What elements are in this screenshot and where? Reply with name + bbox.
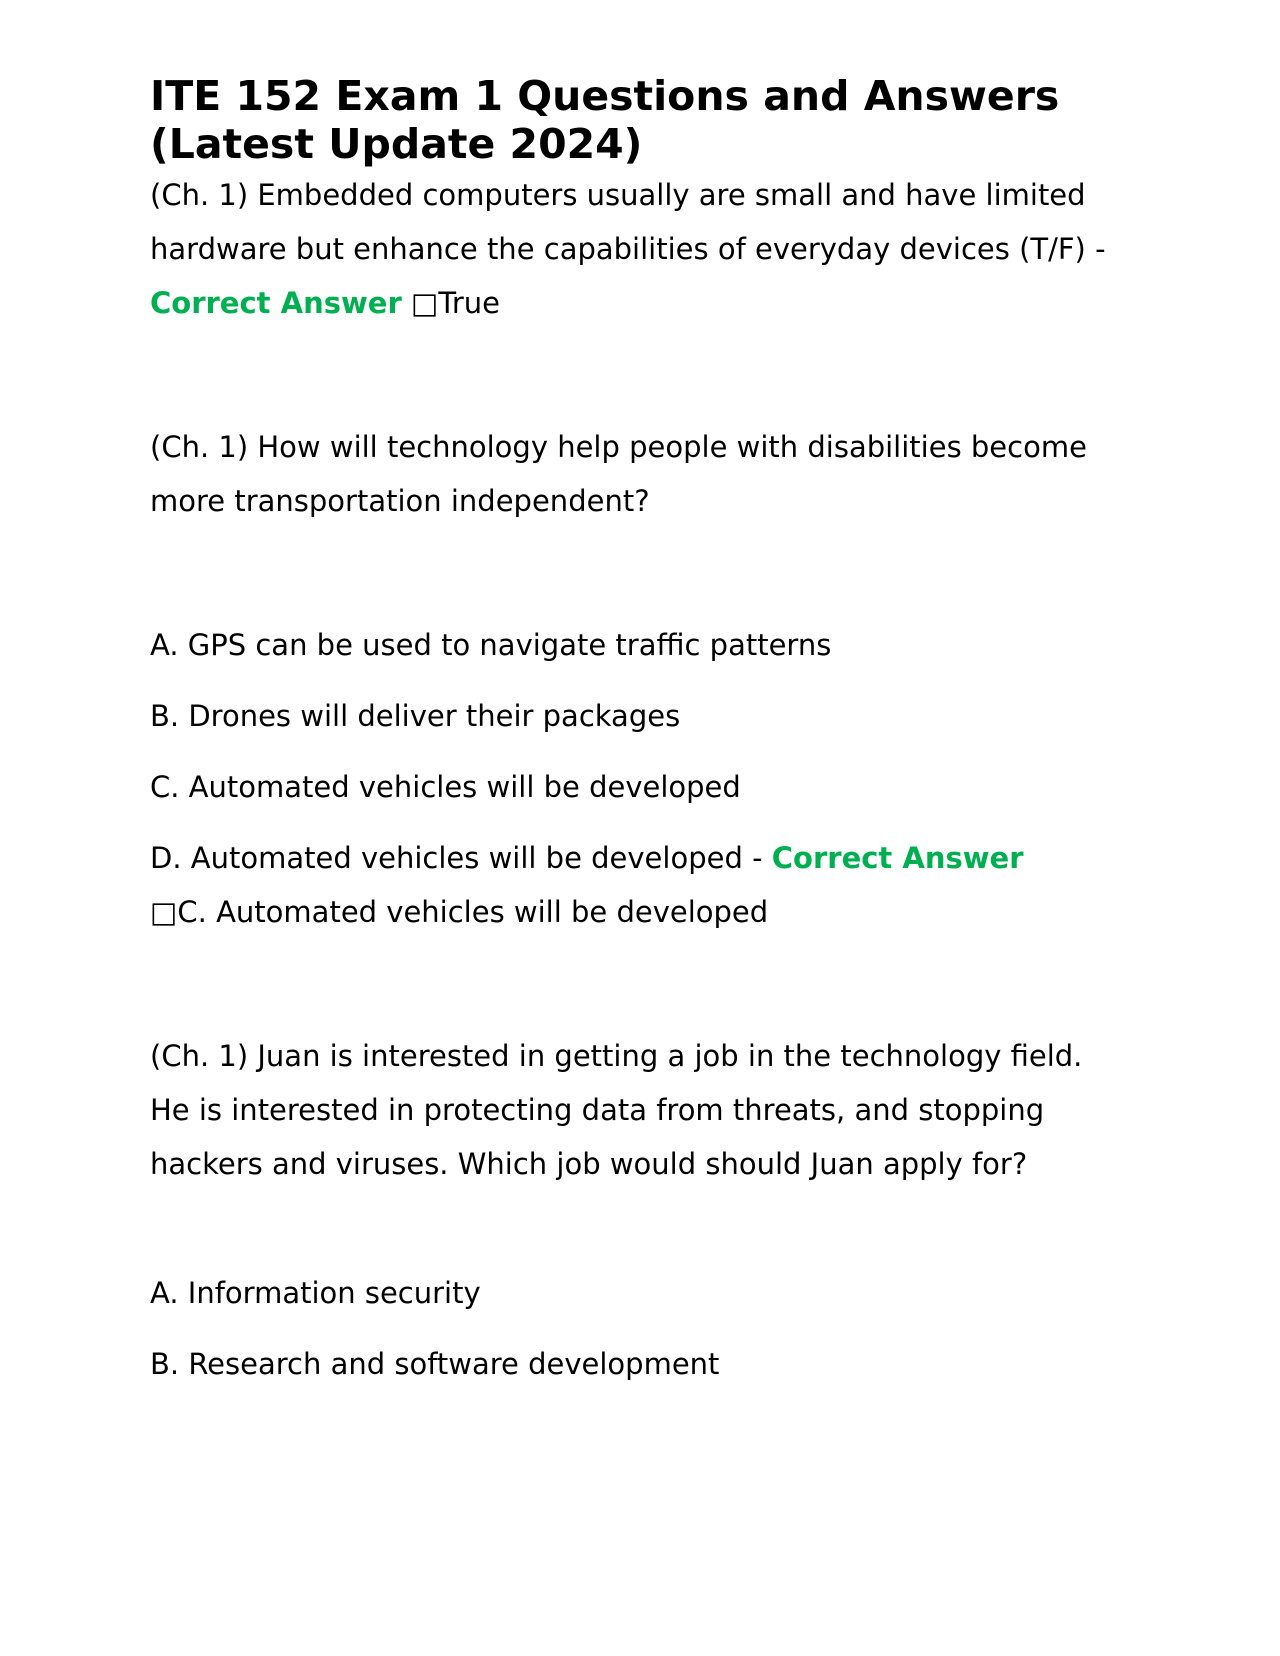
answer-marker-icon: □: [410, 286, 439, 320]
answer-marker-icon: □: [150, 895, 178, 929]
question-1: [150, 168, 1110, 330]
correct-answer-label: Correct Answer: [150, 286, 402, 320]
question-2-option-d: [150, 831, 1110, 939]
title-line-1: ITE 152 Exam 1 Questions and Answers: [150, 72, 1060, 120]
question-2-option-c: C. Automated vehicles will be developed: [150, 770, 741, 804]
question-1-text: (Ch. 1) Embedded computers usually are small and have limited hardware but enhance the capabilities of everyday devices (T/F) -: [150, 178, 1106, 266]
document-page: [150, 72, 1110, 1408]
question-2-option-a: A. GPS can be used to navigate traffic patterns: [150, 628, 832, 662]
question-2-answer: C. Automated vehicles will be developed: [177, 895, 769, 929]
question-2-option-b: B. Drones will deliver their packages: [150, 699, 681, 733]
question-3: [150, 1029, 1110, 1191]
question-3-option-a: A. Information security: [150, 1276, 481, 1310]
question-2-text: (Ch. 1) How will technology help people with disabilities become more transportation independent?: [150, 430, 1087, 518]
question-2: [150, 420, 1110, 528]
question-3-option-b: B. Research and software development: [150, 1347, 720, 1381]
question-1-answer: True: [438, 286, 500, 320]
title-line-2: (Latest Update 2024): [150, 120, 643, 168]
question-2-option-d-text: D. Automated vehicles will be developed -: [150, 841, 772, 875]
correct-answer-label: Correct Answer: [771, 841, 1024, 875]
document-title: [150, 72, 1110, 168]
question-3-text: (Ch. 1) Juan is interested in getting a job in the technology field. He is interested in protecting data from threats, and stopping hackers and viruses. Which job would should Juan apply for?: [150, 1039, 1083, 1181]
